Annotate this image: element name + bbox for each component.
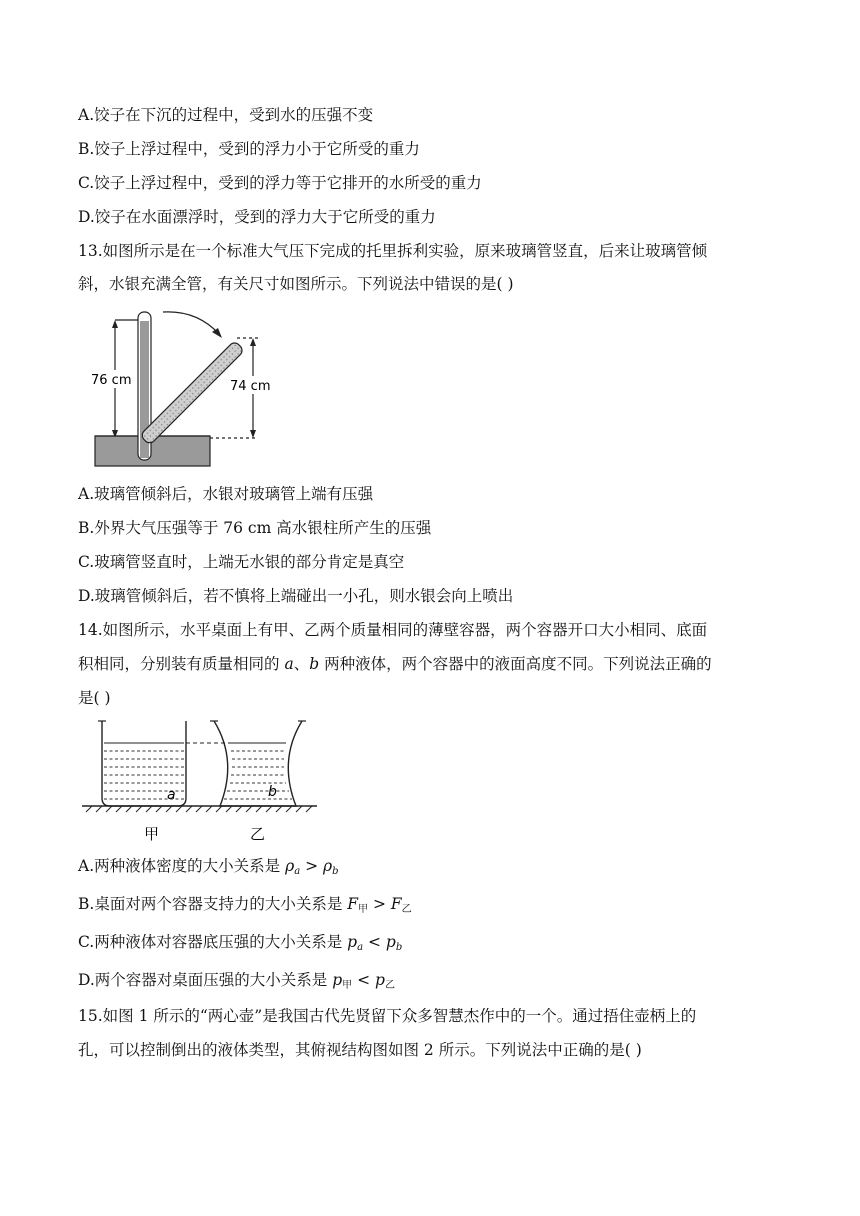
q14-stem-line2-post: 两种液体，两个容器中的液面高度不同。下列说法正确的 (319, 655, 712, 673)
q14-option-c (78, 932, 402, 952)
rho-b (323, 857, 339, 875)
q12-option-b: B.饺子上浮过程中，受到的浮力小于它所受的重力 (78, 140, 420, 158)
p-yi (375, 971, 385, 989)
q14-option-d-text: D.两个容器对桌面压强的大小关系是 (78, 971, 333, 989)
p-symbol: p (332, 971, 343, 989)
q14-option-d (78, 970, 395, 990)
q14-stem-line1: 14.如图所示，水平桌面上有甲、乙两个质量相同的薄壁容器，两个容器开口大小相同、底面 (78, 621, 708, 639)
q13-option-a: A.玻璃管倾斜后，水银对玻璃管上端有压强 (78, 485, 374, 503)
sub-b: b (395, 942, 403, 953)
q12-option-a: A.饺子在下沉的过程中，受到水的压强不变 (78, 106, 374, 124)
rho-symbol: ρ (285, 857, 295, 875)
less-than: < (363, 933, 386, 951)
q12-option-c: C.饺子上浮过程中，受到的浮力等于它排开的水所受的重力 (78, 174, 482, 192)
q13-option-d: D.玻璃管倾斜后，若不慎将上端碰出一小孔，则水银会向上喷出 (78, 587, 514, 605)
q13-option-c: C.玻璃管竖直时，上端无水银的部分肯定是真空 (78, 553, 405, 571)
f-symbol: F (347, 895, 359, 913)
p-symbol: p (375, 971, 385, 989)
sub-yi: 乙 (384, 980, 395, 991)
q14-option-a (78, 856, 339, 876)
q14-option-b-text: B.桌面对两个容器支持力的大小关系是 (78, 895, 348, 913)
label-76cm: 76 cm (91, 373, 132, 388)
q13-option-b: B.外界大气压强等于 76 cm 高水银柱所产生的压强 (78, 519, 432, 537)
p-jia (332, 971, 342, 989)
sub-jia: 甲 (358, 904, 369, 915)
q14-option-b (78, 894, 412, 914)
q14-stem-line2 (78, 654, 712, 674)
var-b: b (309, 655, 320, 673)
q15-stem-line1: 15.如图 1 所示的“两心壶”是我国古代先贤留下众多智慧杰作中的一个。通过捂住壶柄上的 (78, 1007, 697, 1025)
q14-option-c-text: C.两种液体对容器底压强的大小关系是 (78, 933, 348, 951)
q14-option-a-text: A.两种液体密度的大小关系是 (78, 857, 286, 875)
q12-option-d: D.饺子在水面漂浮时，受到的浮力大于它所受的重力 (78, 208, 436, 226)
q13-stem-line1: 13.如图所示是在一个标准大气压下完成的托里拆利实验，原来玻璃管竖直，后来让玻璃管倾 (78, 242, 708, 260)
sub-a: a (357, 942, 364, 953)
p-symbol: p (385, 933, 396, 951)
containers-figure (82, 716, 322, 846)
p-a (347, 933, 363, 951)
f-jia (347, 895, 358, 913)
liquid-b-label: b (268, 784, 277, 800)
label-yi: 乙 (250, 825, 266, 843)
label-jia: 甲 (144, 825, 160, 843)
sub-b: b (332, 866, 339, 877)
liquid-a-label: a (167, 787, 176, 803)
rho-a (285, 857, 300, 875)
q15-stem-line2: 孔，可以控制倒出的液体类型，其俯视结构图如图 2 所示。下列说法中正确的是( ) (78, 1041, 642, 1059)
greater-than: > (368, 895, 391, 913)
rho-symbol: ρ (323, 857, 333, 875)
p-symbol: p (347, 933, 358, 951)
q14-stem-line2-pre: 积相同，分别装有质量相同的 (78, 655, 285, 673)
label-74cm: 74 cm (230, 379, 271, 394)
greater-than: > (300, 857, 323, 875)
torricelli-figure (85, 306, 271, 471)
q14-sep: 、 (293, 655, 310, 673)
sub-a: a (294, 866, 301, 877)
sub-yi: 乙 (401, 904, 412, 915)
var-a: a (284, 655, 294, 673)
f-yi (391, 895, 402, 913)
f-symbol: F (390, 895, 402, 913)
q14-stem-line3: 是( ) (78, 689, 111, 707)
sub-jia: 甲 (342, 980, 353, 991)
less-than: < (352, 971, 376, 989)
q13-stem-line2: 斜，水银充满全管，有关尺寸如图所示。下列说法中错误的是( ) (78, 275, 514, 293)
p-b (386, 933, 402, 951)
